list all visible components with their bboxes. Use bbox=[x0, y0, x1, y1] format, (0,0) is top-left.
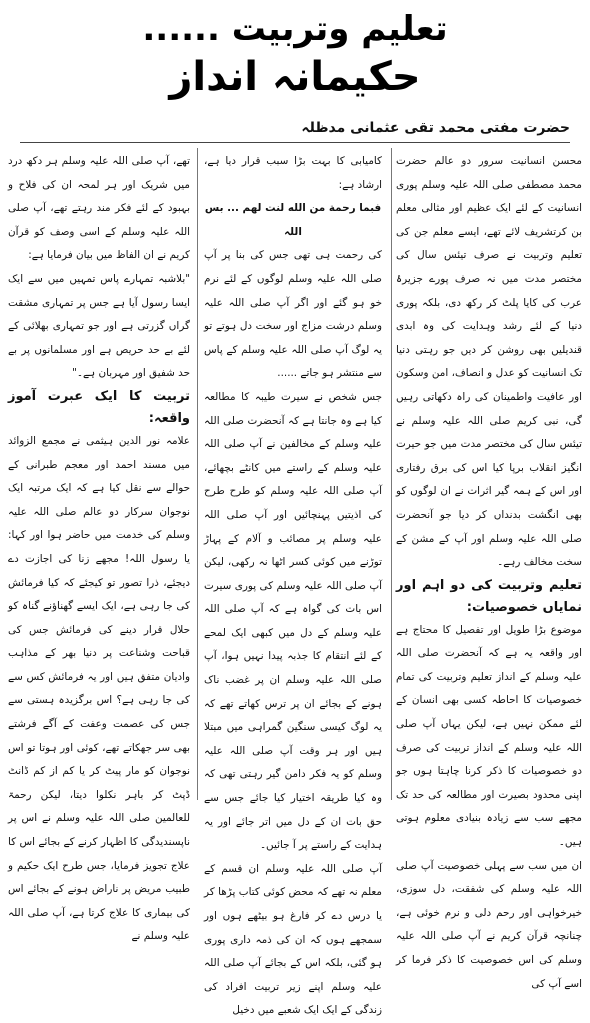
article-title bbox=[40, 6, 550, 106]
column-divider bbox=[197, 148, 198, 800]
quran-quote: فبما رحمة من الله لنت لهم ... بس اللہ bbox=[204, 202, 382, 238]
quote-paragraph: "بلاشبہ تمہارے پاس تمہیں میں سے ایک ایسا رسول آیا ہے جس پر تمہاری مشقت گراں گزرتی ہے اور جو تمہاری بھلائی کے لئے بے حد حریص ہے اور مسلمانوں پر بے حد شفیق اور مہربان ہے۔" bbox=[8, 272, 190, 380]
paragraph: جس شخص نے سیرت طیبہ کا مطالعہ کیا ہے وہ جانتا ہے کہ آنحضرت صلی اللہ علیہ وسلم کے مخالفین نے آپ صلی اللہ علیہ وسلم کے راستے میں کانٹے بچھائے، آپ صلی اللہ علیہ وسلم کو طرح طرح کی اذیتیں پہنچائیں اور آپ صلی اللہ علیہ وسلم پر مصائب و آلام کے پہاڑ توڑنے میں کوئی کسر اٹھا نہ رکھی، لیکن آپ صلی اللہ علیہ وسلم کی پوری سیرت اس بات کی گواہ ہے کہ آپ صلی اللہ علیہ وسلم کے دل میں کبھی ایک لمحے کے لئے انتقام کا جذبہ پیدا نہیں ہوا، آپ صلی اللہ علیہ وسلم ان پر غضب ناک ہونے کے بجائے ان پر ترس کھاتے تھے کہ یہ لوگ کیسی سنگین گمراہی میں مبتلا ہیں اور ہر وقت آپ صلی اللہ علیہ وسلم کو یہ فکر دامن گیر رہتی تھی کہ وہ کیا طریقہ اختیار کیا جائے جس سے حق بات ان کے دل میں اتر جائے اور یہ ہدایت کے راستے پر آ جائیں۔ bbox=[204, 390, 382, 852]
paragraph: محسن انسانیت سرور دو عالم حضرت محمد مصطفی صلی اللہ علیہ وسلم پوری انسانیت کے لئے ایک عظیم اور مثالی معلم بن کرتشریف لائے تھے، ایسے معلم جن کی تعلیم وتربیت نے صرف تیئس سال کی مختصر مدت میں نہ صرف پورے جزیرۂ عرب کی کایا پلٹ کر رکھ دی، بلکہ پوری دنیا کے لئے رشد وہدایت کی وہ ابدی قندیلیں بھی روشن کر دیں جو رہتی دنیا تک انسانیت کو عدل و انصاف، امن وسکون اور عافیت واطمینان کی راہ دکھاتی رہیں گی، نبی کریم صلی اللہ علیہ وسلم نے تیئس سال کی مختصر مدت میں جو حیرت انگیز انقلاب برپا کیا اس کی برق رفتاری اور اس کے ہمہ گیر اثرات نے ان لوگوں کو بھی انگشت بدنداں کر دیا جو آنحضرت صلی اللہ علیہ وسلم اور آپ کے مشن کے سخت مخالف رہے۔ bbox=[396, 155, 582, 569]
subheading: تربیت کا ایک عبرت آموز واقعہ: bbox=[8, 388, 190, 426]
paragraph: ان میں سب سے پہلی خصوصیت آپ صلی اللہ علیہ وسلم کی شفقت، دل سوزی، خیرخواہی اور رحم دلی و نرم خوئی ہے، چنانچہ قرآن کریم نے آپ صلی اللہ علیہ وسلم کی اس خصوصیت کا ذکر فرما کر اسے آپ کی bbox=[396, 859, 582, 990]
header-rule bbox=[20, 142, 570, 143]
column-divider bbox=[391, 148, 392, 800]
paragraph: موضوع بڑا طویل اور تفصیل کا محتاج ہے اور واقعہ یہ ہے کہ آنحضرت صلی اللہ علیہ وسلم کے انداز تعلیم وتربیت کی تمام خصوصیات کا احاطہ کسی بھی انسان کے لئے ممکن نہیں ہے، لیکن یہاں آپ صلی اللہ علیہ وسلم کے انداز تربیت کی صرف دو خصوصیات کا ذکر کرنا چاہتا ہوں جو اپنی محدود بصیرت اور مطالعہ کی حد تک مجھے سب سے زیادہ بنیادی معلوم ہوتی ہیں۔ bbox=[396, 623, 582, 849]
paragraph: آپ صلی اللہ علیہ وسلم ان قسم کے معلم نہ تھے کہ محض کوئی کتاب پڑھا کر یا درس دے کر فارغ ہو بیٹھے ہوں اور سمجھے ہوں کہ ان کی ذمہ داری پوری ہو گئی، بلکہ اس کے بجائے آپ صلی اللہ علیہ وسلم اپنے زیر تربیت افراد کی زندگی کے ایک ایک شعبے میں دخیل bbox=[204, 862, 382, 1017]
paragraph: تھے، آپ صلی اللہ علیہ وسلم ہر دکھ درد میں شریک اور ہر لمحہ ان کی فلاح و بہبود کے لئے فکر مند رہتے تھے، آپ صلی اللہ علیہ وسلم کے اسی وصف کو قرآن کریم نے ان الفاظ میں بیان فرمایا ہے: bbox=[8, 155, 190, 262]
paragraph: کامیابی کا بہت بڑا سبب قرار دیا ہے، ارشاد ہے: bbox=[204, 155, 382, 191]
paragraph: علامہ نور الدین ہیثمی نے مجمع الزوائد میں مسند احمد اور معجم طبرانی کے حوالے سے نقل کیا ہے کہ ایک مرتبہ ایک نوجوان سرکار دو عالم صلی اللہ علیہ وسلم کی خدمت میں حاضر ہوا اور کہا: یا رسول اللہ! مجھے زنا کی اجازت دے دیجئے، ذرا تصور تو کیجئے کہ کیا فرمائش کی جا رہی ہے، ایک ایسے گھناؤنے گناہ کو حلال قرار دینے کی فرمائش جس کی قباحت وشناعت پر دنیا بھر کے مذاہب وادیان متفق ہیں اور یہ فرمائش کس سے کی جا رہی ہے؟ اس برگزیدہ ہستی سے جس کی عصمت وعفت کے آگے فرشتے بھی سر جھکاتے تھے، کوئی اور ہوتا تو اس نوجوان کو مار پیٹ کر یا کم از کم ڈانٹ ڈپٹ کر باہر نکلوا دیتا، لیکن رحمۃ للعالمین صلی اللہ علیہ وسلم نے اس پر ناپسندیدگی کا اظہار کرنے کے بجائے اس کا علاج تجویز فرمایا، جس طرح ایک حکیم و طبیب مریض پر ناراض ہونے کے بجائے اس کی بیماری کا علاج کرتا ہے، آپ صلی اللہ علیہ وسلم نے bbox=[8, 434, 190, 943]
paragraph: کی رحمت ہی تھی جس کی بنا پر آپ صلی اللہ علیہ وسلم لوگوں کے لئے نرم خو ہو گئے اور اگر آپ صلی اللہ علیہ وسلم درشت مزاج اور سخت دل ہوتے تو یہ لوگ آپ صلی اللہ علیہ وسلم کے پاس سے منتشر ہو جاتے ...... bbox=[204, 249, 382, 380]
author-byline: حضرت مفتی محمد تقی عثمانی مدظلہ bbox=[301, 120, 570, 136]
title-dots: ...... bbox=[142, 9, 220, 49]
article-column-3 bbox=[8, 150, 190, 943]
article-column-1 bbox=[396, 150, 582, 990]
title-line-2: حکیمانہ انداز bbox=[169, 54, 421, 100]
title-line-1 bbox=[40, 6, 550, 52]
subheading: تعلیم وتربیت کی دو اہم اور نمایاں خصوصیات: bbox=[396, 577, 582, 615]
article-column-2 bbox=[204, 150, 382, 1017]
title-words: تعلیم وتربیت bbox=[231, 9, 448, 49]
